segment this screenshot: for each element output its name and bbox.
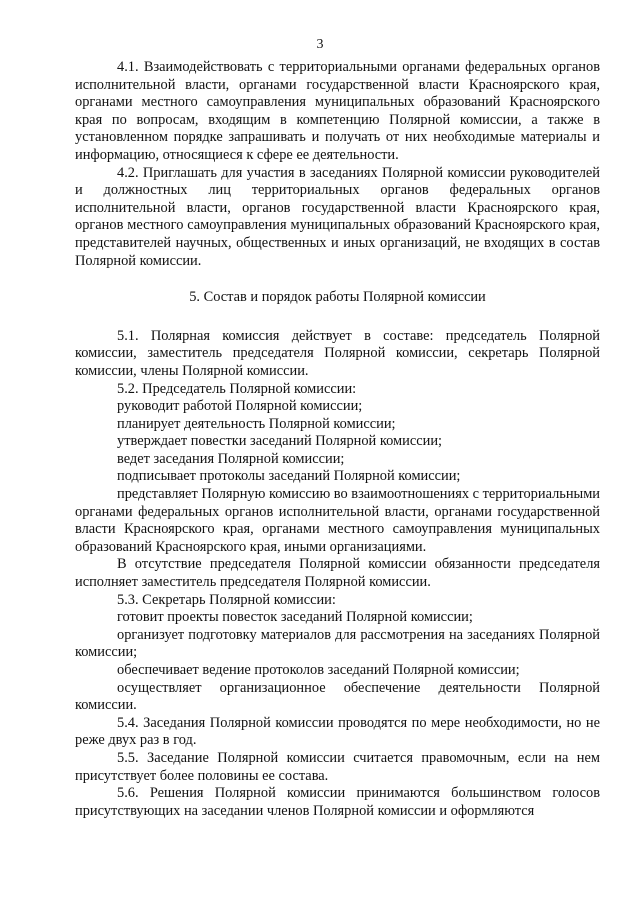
- paragraph-5-6: 5.6. Решения Полярной комиссии принимаются большинством голосов присутствующих на заседании членов Полярной комиссии и оформляются: [75, 785, 600, 819]
- paragraph-5-5: 5.5. Заседание Полярной комиссии считается правомочным, если на нем присутствует более половины ее состава.: [75, 749, 600, 784]
- paragraph-5-4: 5.4. Заседания Полярной комиссии проводятся по мере необходимости, но не реже двух раз в год.: [75, 714, 600, 749]
- list-item-secretary-duty: осуществляет организационное обеспечение деятельности Полярной комиссии.: [75, 679, 600, 714]
- list-item-chair-duty: планирует деятельность Полярной комиссии;: [117, 415, 396, 432]
- paragraph-5-1: 5.1. Полярная комиссия действует в составе: председатель Полярной комиссии, заместитель председателя Полярной комиссии, секретарь Полярной комиссии, члены Полярной комиссии.: [75, 327, 600, 379]
- paragraph-deputy-chair: В отсутствие председателя Полярной комиссии обязанности председателя исполняет заместитель председателя Полярной комиссии.: [75, 556, 600, 591]
- paragraph-5-3: 5.3. Секретарь Полярной комиссии:: [117, 591, 336, 608]
- list-item-secretary-duty: организует подготовку материалов для рассмотрения на заседаниях Полярной комиссии;: [75, 626, 600, 661]
- list-item-chair-duty: утверждает повестки заседаний Полярной комиссии;: [117, 433, 443, 450]
- paragraph-4-1: 4.1. Взаимодействовать с территориальными органами федеральных органов исполнительной власти, органами государственной власти Красноярского края, органами местного самоуправления муниципальных образований Красноярского края по вопросам, входящим в компетенцию Полярной комиссии, а также в установленном порядке запрашивать и получать от них необходимые материалы и информацию, относящиеся к сфере ее деятельности.: [75, 59, 600, 163]
- list-item-secretary-duty: обеспечивает ведение протоколов заседаний Полярной комиссии;: [117, 662, 520, 678]
- paragraph-4-2: 4.2. Приглашать для участия в заседаниях Полярной комиссии руководителей и должностных лиц территориальных органов федеральных органов исполнительной власти, органов государственной власти Красноярского края, органов местного самоуправления муниципальных образований Красноярского края, представителей научных, общественных и иных организаций, не входящих в состав Полярной комиссии.: [75, 164, 600, 269]
- page-number: 3: [316, 37, 324, 52]
- list-item-chair-duty: представляет Полярную комиссию во взаимоотношениях с территориальными органами федеральных органов исполнительной власти, органами государственной власти Красноярского края, органами местного самоуправления муниципальных образований Красноярского края, иными организациями.: [75, 486, 600, 555]
- list-item-chair-duty: подписывает протоколы заседаний Полярной комиссии;: [117, 468, 461, 485]
- document-body: [75, 59, 600, 820]
- paragraph-5-2: 5.2. Председатель Полярной комиссии:: [117, 380, 357, 397]
- list-item-chair-duty: руководит работой Полярной комиссии;: [117, 398, 363, 415]
- list-item-secretary-duty: готовит проекты повесток заседаний Полярной комиссии;: [117, 609, 473, 626]
- list-item-chair-duty: ведет заседания Полярной комиссии;: [117, 450, 345, 467]
- section-5-heading: 5. Состав и порядок работы Полярной комиссии: [189, 289, 486, 306]
